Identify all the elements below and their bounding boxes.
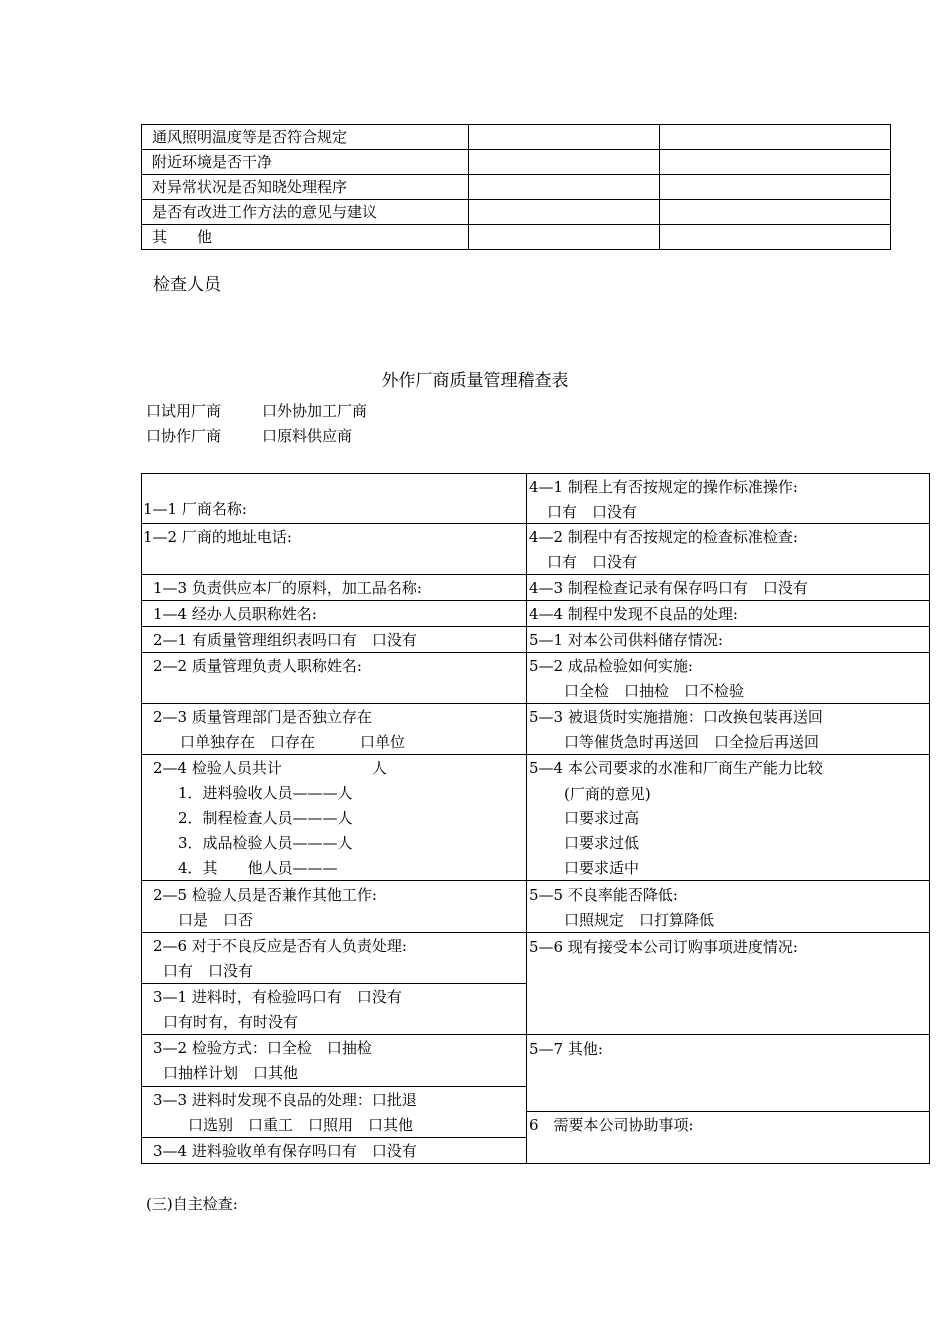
item-question: 2—6 对于不良反应是否有人负责处理:: [153, 937, 407, 955]
remark-cell: [660, 200, 891, 225]
item-question: 5—2 成品检验如何实施:: [529, 657, 693, 675]
item-question: 3—3 进料时发现不良品的处理：口批退: [153, 1091, 417, 1109]
item-question: 5—4 本公司要求的水准和厂商生产能力比较: [529, 759, 823, 777]
item-question: 2—2 质量管理负责人职称姓名:: [153, 657, 362, 675]
item-options: 口照规定 口打算降低: [564, 911, 715, 929]
left-cell-6: [141, 653, 527, 704]
vendor-type-row-1: [146, 400, 368, 421]
item-options: 口选别 口重工 口照用 口其他: [188, 1116, 414, 1134]
item-question: 3—4 进料验收单有保存吗口有 口没有: [153, 1142, 417, 1160]
left-cell-11: [141, 984, 527, 1035]
result-cell: [469, 150, 660, 175]
vendor-type-cooperative: 口协作厂商: [146, 427, 222, 445]
item-options: 口等催货急时再送回 口全捡后再送回: [564, 733, 820, 751]
vendor-type-raw-material: 口原料供应商: [262, 427, 353, 445]
item-question: 4—3 制程检查记录有保存吗口有 口没有: [529, 579, 808, 597]
item-options: 口有 口没有: [547, 553, 638, 571]
right-cell-10: [527, 933, 930, 1035]
left-cell-5: [141, 627, 527, 653]
remark-cell: [660, 150, 891, 175]
item-options: 口全检 口抽检 口不检验: [564, 682, 745, 700]
item-question: 6 需要本公司协助事项:: [529, 1116, 694, 1134]
item-question: 3—1 进料时，有检验吗口有 口没有: [153, 988, 402, 1006]
item-question: 2—5 检验人员是否兼作其他工作:: [153, 886, 377, 904]
item-question: 4—1 制程上有否按规定的操作标准操作:: [529, 478, 798, 496]
item-options: 2．制程检查人员———人: [178, 809, 353, 827]
item-options: 口有时有，有时没有: [163, 1013, 299, 1031]
left-cell-1: [141, 473, 527, 524]
item-question: 5—1 对本公司供料储存情况:: [529, 631, 723, 649]
item-question: 5—5 不良率能否降低:: [529, 886, 678, 904]
right-cell-9: [527, 881, 930, 933]
check-item: 附近环境是否干净: [142, 150, 469, 175]
item-options: 口有 口没有: [547, 503, 638, 521]
left-cell-4: [141, 601, 527, 627]
result-cell: [469, 200, 660, 225]
right-cell-12: [527, 1112, 930, 1164]
right-cell-2: [527, 524, 930, 575]
table-row: [142, 150, 891, 175]
remark-cell: [660, 125, 891, 150]
result-cell: [469, 225, 660, 250]
right-cell-6: [527, 653, 930, 704]
inspector-label: 检查人员: [153, 275, 221, 295]
table-row: [142, 200, 891, 225]
audit-form-grid: [141, 473, 930, 1164]
left-cell-14: [141, 1138, 527, 1164]
vendor-type-outsourced: 口外协加工厂商: [262, 402, 368, 420]
check-item: 是否有改进工作方法的意见与建议: [142, 200, 469, 225]
result-cell: [469, 175, 660, 200]
item-question: 1—1 厂商名称:: [143, 500, 247, 518]
left-cell-10: [141, 933, 527, 984]
left-cell-3: [141, 575, 527, 601]
item-question: 5—6 现有接受本公司订购事项进度情况:: [529, 938, 798, 956]
table-row: [142, 125, 891, 150]
result-cell: [469, 125, 660, 150]
right-cell-3: [527, 575, 930, 601]
form-title: 外作厂商质量管理稽查表: [381, 371, 569, 391]
table-row: [142, 175, 891, 200]
item-question: 1—4 经办人员职称姓名:: [153, 605, 317, 623]
item-question: 1—2 厂商的地址电话:: [143, 528, 292, 546]
right-cell-11: [527, 1035, 930, 1112]
left-cell-7: [141, 704, 527, 755]
left-cell-9: [141, 881, 527, 933]
right-cell-7: [527, 704, 930, 755]
right-cell-8: [527, 755, 930, 881]
item-question: 1—3 负责供应本厂的原料，加工品名称:: [153, 579, 422, 597]
item-question: 2—3 质量管理部门是否独立存在: [153, 708, 372, 726]
left-cell-13: [141, 1087, 527, 1138]
item-options: 口要求过高: [564, 809, 640, 827]
item-options: 口是 口否: [178, 911, 254, 929]
right-cell-5: [527, 627, 930, 653]
item-options: 口单独存在 口存在 口单位: [180, 733, 406, 751]
item-options: 3．成品检验人员———人: [178, 834, 353, 852]
item-question: 2—1 有质量管理组织表吗口有 口没有: [153, 631, 417, 649]
item-options: 口抽样计划 口其他: [163, 1064, 299, 1082]
item-options: 口要求适中: [564, 859, 640, 877]
right-cell-1: [527, 473, 930, 524]
vendor-type-row-2: [146, 425, 353, 446]
item-question: 3—2 检验方式：口全检 口抽检: [153, 1039, 372, 1057]
table-row: [142, 225, 891, 250]
footer-label: (三)自主检查:: [146, 1195, 238, 1213]
left-cell-2: [141, 524, 527, 575]
item-question: 2—4 检验人员共计 人: [153, 759, 387, 777]
vendor-type-trial: 口试用厂商: [146, 402, 222, 420]
remark-cell: [660, 225, 891, 250]
remark-cell: [660, 175, 891, 200]
item-question: 5—3 被退货时实施措施：口改换包装再送回: [529, 708, 823, 726]
item-options: 4．其 他人员———: [178, 859, 338, 877]
item-options: 1．进料验收人员———人: [178, 784, 353, 802]
item-question: 4—2 制程中有否按规定的检查标准检查:: [529, 528, 798, 546]
item-question: 5—7 其他:: [529, 1040, 603, 1058]
check-item: 对异常状况是否知晓处理程序: [142, 175, 469, 200]
top-checklist-table: [141, 124, 891, 250]
right-cell-4: [527, 601, 930, 627]
item-options: 口有 口没有: [163, 962, 254, 980]
check-item: 通风照明温度等是否符合规定: [142, 125, 469, 150]
item-options: (厂商的意见): [564, 785, 651, 803]
item-options: 口要求过低: [564, 834, 640, 852]
left-cell-12: [141, 1035, 527, 1087]
left-cell-8: [141, 755, 527, 881]
check-item: 其 他: [142, 225, 469, 250]
item-question: 4—4 制程中发现不良品的处理:: [529, 605, 738, 623]
